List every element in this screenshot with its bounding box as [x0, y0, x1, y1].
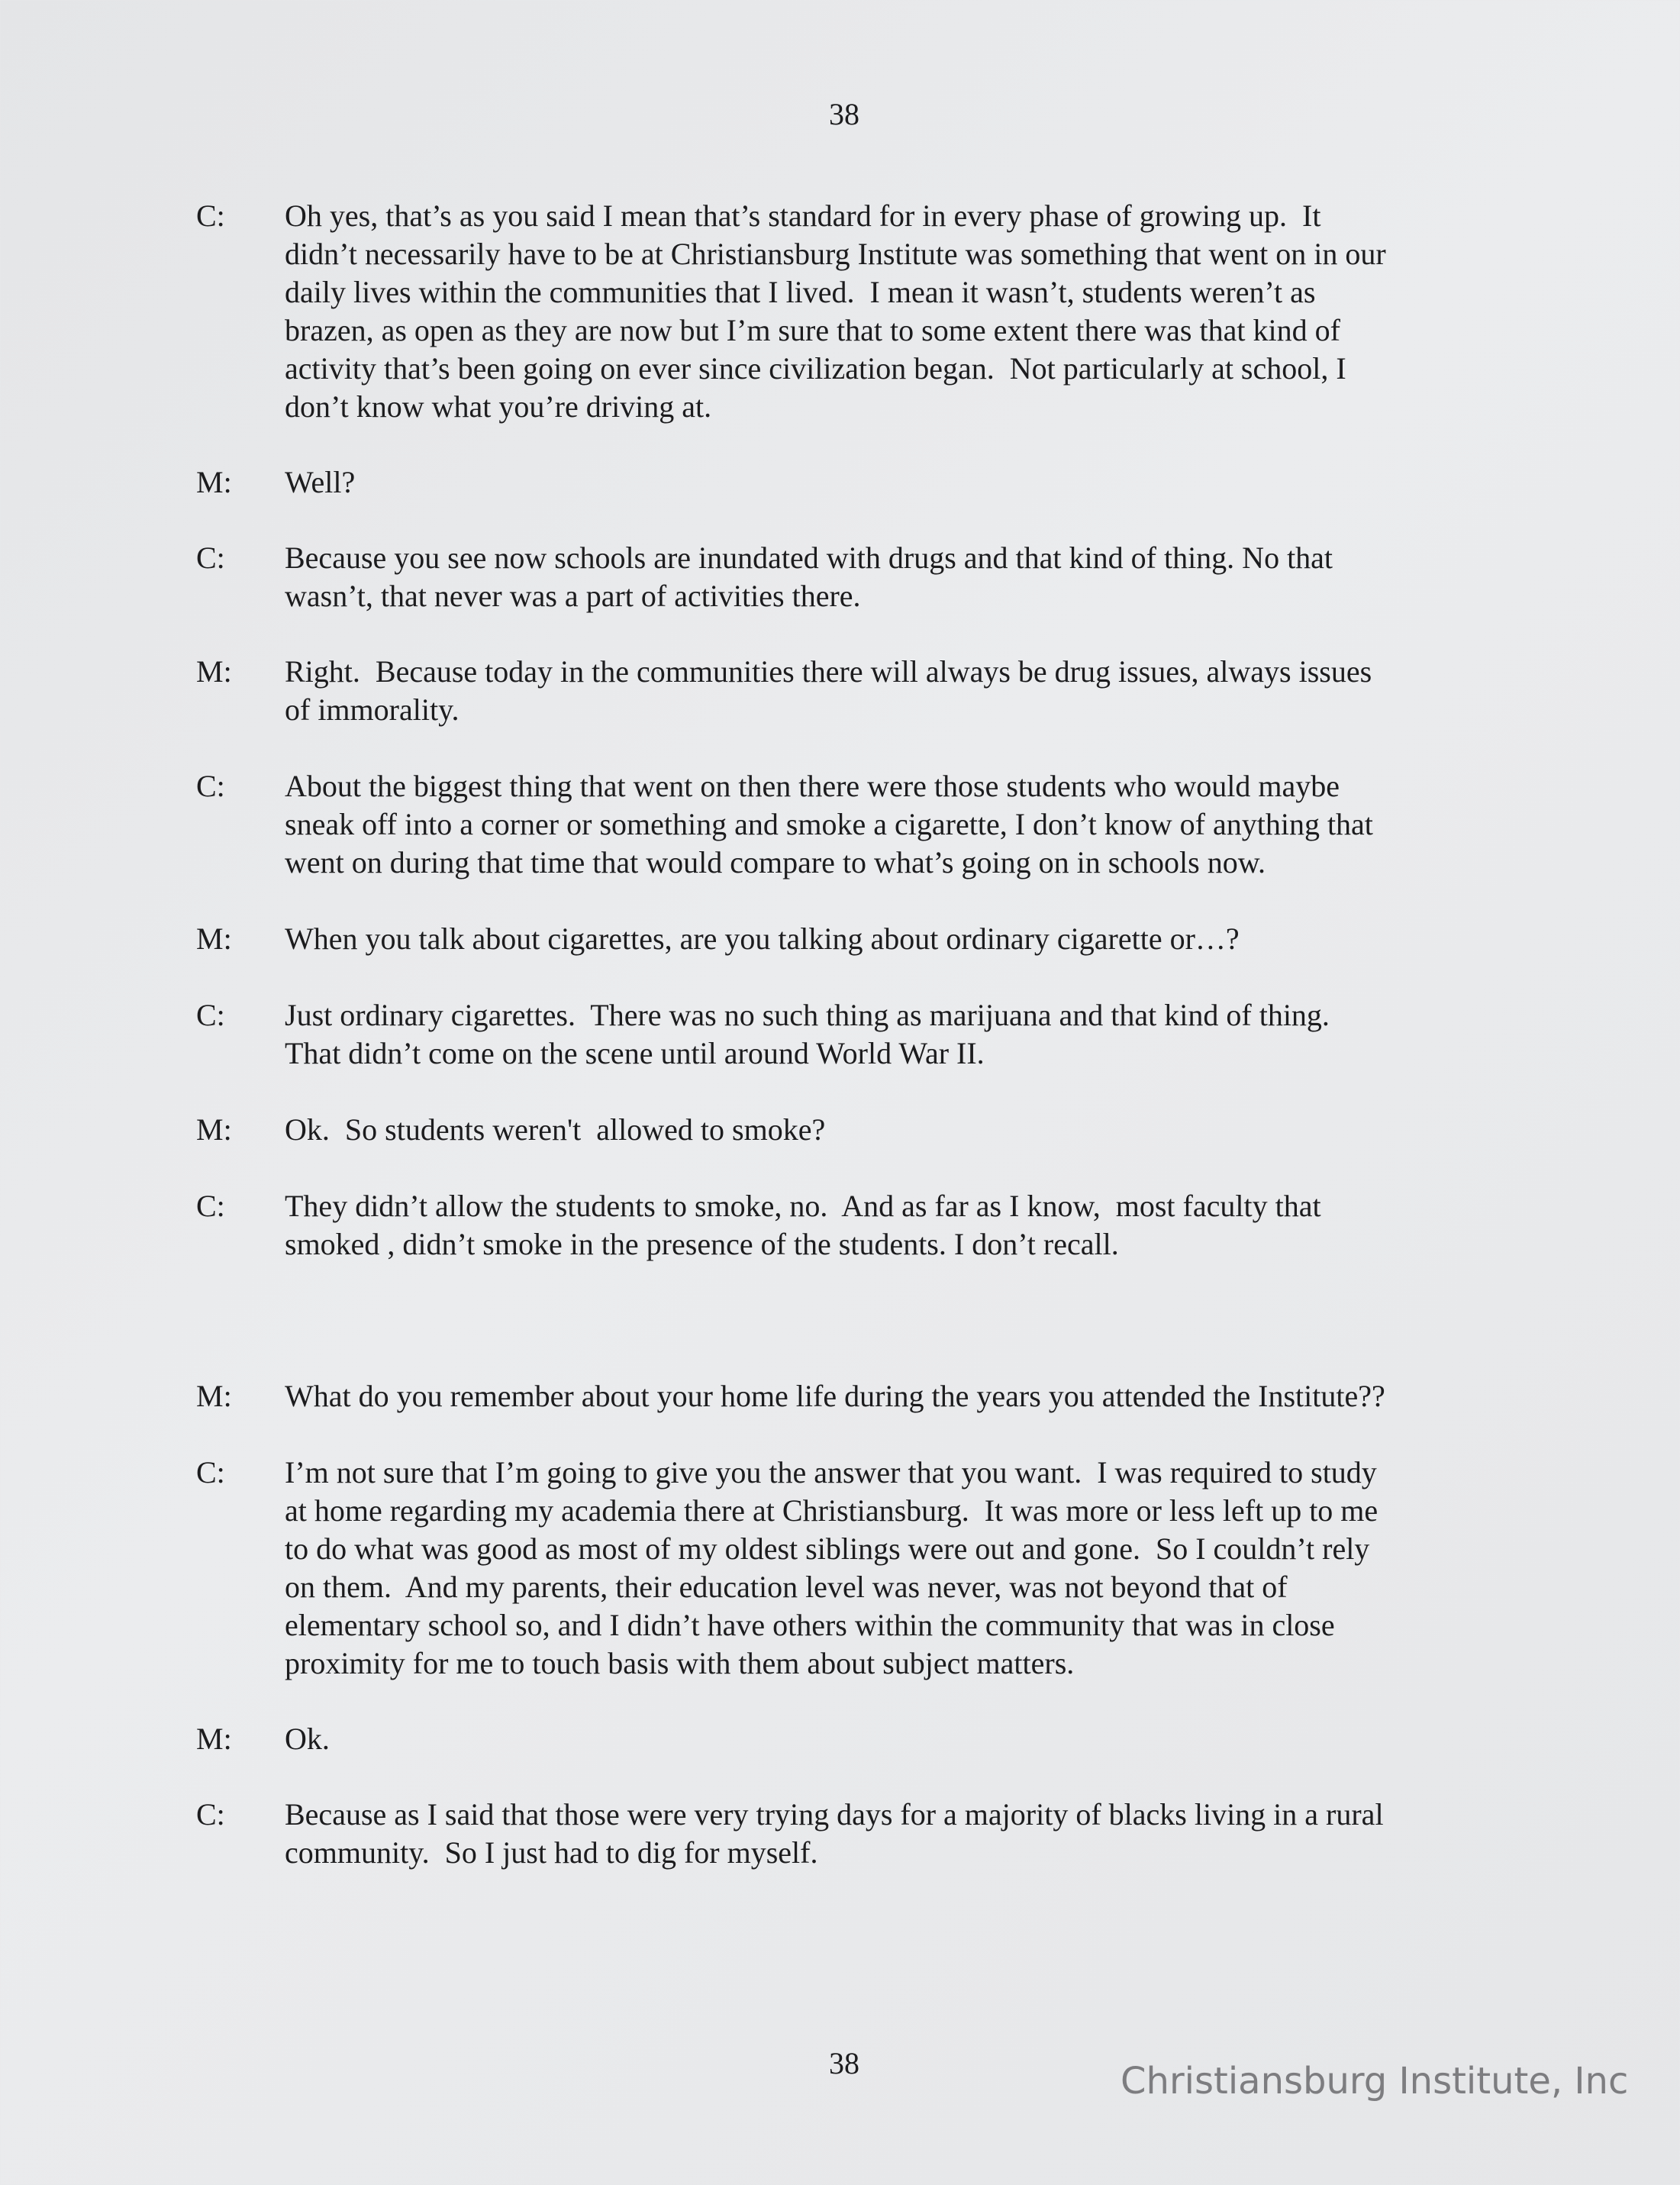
page-number-bottom: 38	[829, 2046, 859, 2080]
utterance-text: Because as I said that those were very trying days for a majority of blacks living in a rural community. So I just had to dig for myself.	[285, 1797, 1384, 1870]
speaker-label: C:	[196, 1797, 225, 1832]
speaker-label: C:	[196, 541, 225, 575]
utterance-text: I’m not sure that I’m going to give you the answer that you want. I was required to study at home regarding my academia there at Christiansburg. It was more or less left up to me to do what was good as most of my oldest siblings were out and gone. So I couldn’t rely on them. And my parents, their education level was never, was not beyond that of elementary school so, and I didn’t have others within the community that was in close proximity for me to touch basis with them about subject matters.	[285, 1455, 1379, 1680]
utterance-text: They didn’t allow the students to smoke, no. And as far as I know, most faculty that smoked , didn’t smoke in the presence of the students. I don’t recall.	[285, 1189, 1321, 1261]
utterance-text: Because you see now schools are inundated with drugs and that kind of thing. No that wasn’t, that never was a part of activities there.	[285, 541, 1333, 613]
utterance-text: Oh yes, that’s as you said I mean that’s standard for in every phase of growing up. It didn’t necessarily have to be at Christiansburg Institute was something that went on in our daily lives within the communities that I lived. I mean it wasn’t, students weren’t as brazen, as open as they are now but I’m sure that to some extent there was that kind of activity that’s been going on ever since civilization began. Not particularly at school, I don’t know what you’re driving at.	[285, 198, 1386, 424]
speaker-label: M:	[196, 654, 232, 689]
speaker-label: M:	[196, 465, 232, 499]
utterance-text: Ok. So students weren't allowed to smoke?	[285, 1112, 826, 1147]
speaker-label: C:	[196, 1455, 225, 1489]
utterance-text: Just ordinary cigarettes. There was no such thing as marijuana and that kind of thing. That didn’t come on the scene until around World War II.	[285, 998, 1330, 1070]
speaker-label: M:	[196, 921, 232, 956]
speaker-label: C:	[196, 998, 225, 1032]
utterance-text: When you talk about cigarettes, are you talking about ordinary cigarette or…?	[285, 921, 1240, 956]
speaker-label: C:	[196, 198, 225, 233]
watermark-text: Christiansburg Institute, Inc	[1121, 2060, 1629, 2103]
page-number-top: 38	[829, 97, 859, 131]
speaker-label: M:	[196, 1112, 232, 1147]
speaker-label: M:	[196, 1379, 232, 1413]
speaker-label: C:	[196, 1189, 225, 1223]
utterance-text: Right. Because today in the communities there will always be drug issues, always issues of immorality.	[285, 654, 1372, 727]
utterance-text: Well?	[285, 465, 356, 499]
utterance-text: What do you remember about your home life during the years you attended the Institute??	[285, 1379, 1385, 1413]
utterance-text: About the biggest thing that went on then there were those students who would maybe sneak off into a corner or something and smoke a cigarette, I don’t know of anything that went on during that time that would compare to what’s going on in schools now.	[285, 769, 1373, 879]
speaker-label: C:	[196, 769, 225, 803]
speaker-label: M:	[196, 1722, 232, 1756]
utterance-text: Ok.	[285, 1722, 330, 1756]
